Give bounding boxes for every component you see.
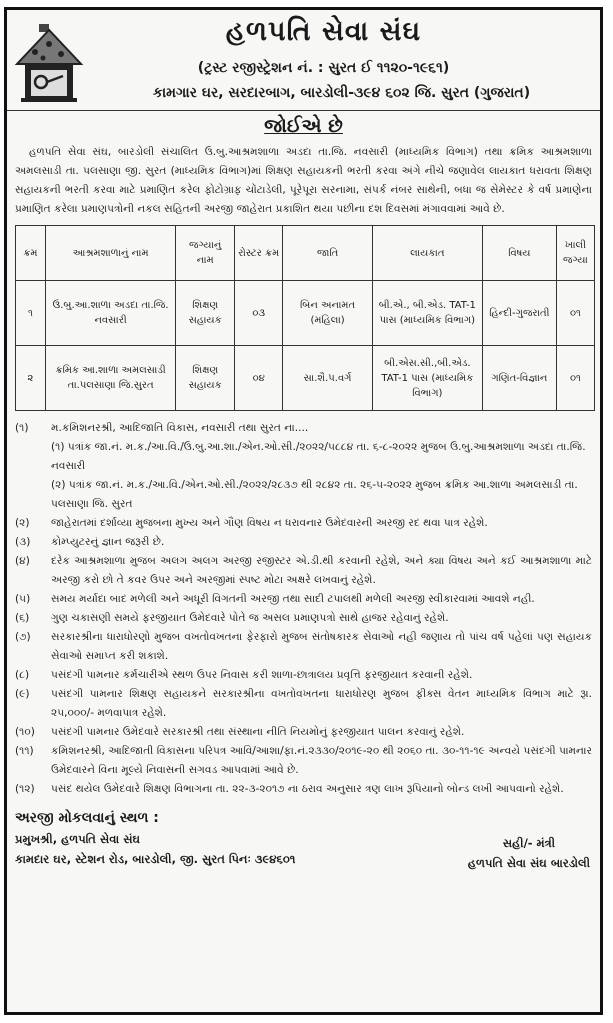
note-item: [15, 742, 592, 780]
note-number: (૩): [15, 536, 31, 548]
note-item: [15, 628, 592, 666]
intro-text: હળપતિ સેવા સંઘ, બારડોલી સંચાલિત ઉ.બુ.આશ્રમશાળા અડદા તા.જિ. નવસારી (માધ્યમિક વિભાગ) તથા ક્રમિક આશ્રમશાળા અમલસાડી તા. પલસાણા જી. સુરત (માધ્યમિક વિભાગ)માં શિક્ષણ સહાયકની ભરતી કરવા અંગે નીચે જણાવેલ લાયકાત ધરાવતા શિક્ષણ સહાયકની ભરતી કરવા માટે પ્રમાણિત કરેલ ફોટોગ્રાફ ચોંટાડેલી, પૂરેપૂરા સરનામા, સંપર્ક નંબર સાથેની, બધા જ સેમેસ્ટર કે વર્ષ પ્રમાણેના પ્રમાણિત કરેલા પ્રમાણપત્રોની નકલ સહિતની અરજી જાહેરાત પ્રકાશિત થયા પછીના દશ દિવસમાં મંગાવવામાં આવે છે.: [15, 146, 592, 215]
sub-note: (૧) પત્રાંક જા.નં. મ.ક./આ.વિ./ઉ.બુ.આ.શા./એન.ઓ.સી./૨૦૨૨/૫૮૮૪ તા. ૬-૮-૨૦૨૨ મુજબ ઉ.બુ.આશ્રમશાળા અડદા તા.જિ. નવસારી: [51, 441, 586, 472]
signature-line: સહી/- મંત્રી: [502, 836, 556, 850]
registration-number: (ટ્રસ્ટ રજીસ્ટ્રેશન નં. : સુરત ઈ ૧૧૨૦-૧૯૬૧): [197, 60, 450, 76]
note-item: [15, 666, 592, 685]
send-address-label: અરજી મોકલવાનું સ્થળ :: [15, 810, 159, 826]
note-number: (૭): [15, 631, 31, 643]
intro-paragraph: [7, 143, 600, 219]
cell-sr: ૨: [16, 346, 46, 411]
note-number: (૧૦): [15, 726, 35, 738]
note-number: (૧૧): [15, 745, 34, 757]
signature-org: હળપતિ સેવા સંઘ બારડોલી: [467, 856, 590, 870]
cell-vacancy: ૦૧: [556, 281, 594, 346]
signature-block: [468, 833, 590, 873]
note-text: ગુણ ચકાસણી સમયે ફરજીયાત ઉમેદવારે પોતે જ અસલ પ્રમાણપત્રો સાથે હાજર રહેવાનું રહેશે.: [51, 612, 449, 624]
note-number: (૮): [15, 669, 30, 681]
col-qualification: લાયકાત: [372, 226, 482, 281]
col-roster: રોસ્ટર ક્રમ: [235, 226, 283, 281]
cell-category: બિન અનામત (મહિલા): [283, 281, 372, 346]
note-text: કમિશનરશ્રી, આદિજાતી વિકાસના પરિપત્ર આવિ/આશા/ફા.નં.૨૩૩૦/૨૦૧૯-૨૦ થી ૨૦૬૦ તા. ૩૦-૧૧-૧૯ અન્વયે પસંદગી પામનાર ઉમેદવારને વિના મૂલ્યે નિવાસની સગવડ આપવામાં આવે છે.: [51, 745, 592, 776]
note-item: [15, 590, 592, 609]
col-category: જાતિ: [283, 226, 372, 281]
note-item: [15, 514, 592, 533]
cell-school: ઉ.બુ.આ.શાળા અડદા તા.જિ. નવસારી: [45, 281, 176, 346]
cell-post: શિક્ષણ સહાયક: [176, 281, 235, 346]
cell-subject: ગણિત-વિજ્ઞાન: [482, 346, 556, 411]
cell-roster: ૦૪: [235, 346, 283, 411]
note-number: (૪): [15, 555, 30, 567]
note-number: (૬): [15, 612, 30, 624]
table-header-row: [16, 226, 595, 281]
note-item: [15, 780, 592, 799]
table-row: [16, 346, 595, 411]
note-item: [15, 609, 592, 628]
cell-roster: ૦૩: [235, 281, 283, 346]
cell-post: શિક્ષણ સહાયક: [176, 346, 235, 411]
note-text: કોમ્પ્યુટરનું જ્ઞાન જરૂરી છે.: [51, 536, 165, 548]
note-text: જાહેરાતમાં દર્શાવ્યા મુજબના મુખ્ય અને ગૌણ વિષય ન ધરાવનાર ઉમેદવારની અરજી રદ થવા પાત્ર રહેશે.: [51, 517, 488, 529]
note-item: [15, 685, 592, 723]
col-sr: ક્રમ: [16, 226, 46, 281]
send-to-name: પ્રમુખશ્રી, હળપતિ સેવા સંઘ: [15, 832, 141, 846]
note-number: (૫): [15, 593, 31, 605]
note-text: પસંદ થયેલ ઉમેદવારે શિક્ષણ વિભાગના તા. ૨૨-૩-૨૦૧૭ ના ઠરાવ અનુસાર ત્રણ લાખ રૂપિયાનો બોન્ડ લખી આપવાનો રહેશે.: [51, 783, 564, 795]
cell-category: સા.શૈ.પ.વર્ગ: [283, 346, 372, 411]
cell-qualification: બી.એ., બી.એડ. TAT-1 પાસ (માધ્યમિક વિભાગ): [372, 281, 482, 346]
note-item: [15, 723, 592, 742]
note-text: પસંદગી પામનાર શિક્ષણ સહાયકને સરકારશ્રીના વખતોવખતના ધારાધોરણ મુજબ ફીક્સ વેતન માધ્યમિક વિભાગ માટે રૂા. ૨૫,૦૦૦/- મળવાપાત્ર રહેશે.: [51, 688, 592, 719]
send-to-address: કામદાર ઘર, સ્ટેશન રોડ, બારડોલી, જી. સુરત પિનઃ ૩૯૪૬૦૧: [15, 852, 296, 866]
table-row: [16, 281, 595, 346]
col-post: જગ્યાનું નામ: [176, 226, 235, 281]
note-number: (૧૨): [15, 783, 35, 795]
advertisement-frame: [4, 7, 603, 1015]
cell-sr: ૧: [16, 281, 46, 346]
cell-school: ક્રમિક આ.શાળા અમલસાડી તા.પલસાણા જિ.સુરત: [45, 346, 176, 411]
vacancy-table: [15, 225, 595, 411]
cell-qualification: બી.એસ.સી.,બી.એડ. TAT-1 પાસ (માધ્યમિક વિભાગ): [372, 346, 482, 411]
sub-note: (૨) પત્રાંક જા.નં. મ.ક./આ.વિ./એન.ઓ.સી./૨૦૨૨/૨૮૩૭ થી ૨૮૪૨ તા. ૨૬-૫-૨૦૨૨ મુજબ ક્રમિક આ.શાળા અમલસાડી તા. પલસાણા જિ. સુરત: [51, 479, 578, 510]
note-text: પસંદગી પામનાર ઉમેદવારે સરકારશ્રી તથા સંસ્થાના નીતિ નિયમોનું ફરજીયાત પાલન કરવાનું રહેશે.: [51, 726, 465, 738]
note-text: મ.કમિશનરશ્રી, આદિજાતિ વિકાસ, નવસારી તથા સુરત ના....: [51, 422, 309, 434]
note-number: (૨): [15, 517, 30, 529]
org-name: હળપતિ સેવા સંઘ: [225, 16, 422, 47]
col-vacancy: ખાલી જગ્યા: [556, 226, 594, 281]
col-subject: વિષય: [482, 226, 556, 281]
footer: [7, 799, 600, 897]
note-item: [15, 419, 592, 438]
note-number: (૧): [15, 422, 29, 434]
note-number: (૯): [15, 688, 30, 700]
col-school: આશ્રમશાળાનું નામ: [45, 226, 176, 281]
wanted-title: જોઈએ છે: [264, 115, 343, 137]
note-item: [15, 533, 592, 552]
cell-subject: હિન્દી-ગુજરાતી: [482, 281, 556, 346]
note-text: પસંદગી પામનાર કર્મચારીએ સ્થળ ઉપર નિવાસ કરી શાળા-છાત્રાલય પ્રવૃત્તિ ફરજીયાત કરવાની રહેશે.: [51, 669, 473, 681]
note-text: દરેક આશ્રમશાળા મુજબ અલગ અલગ અરજી રજીસ્ટર એ.ડી.થી કરવાની રહેશે, અને ક્યા વિષય અને કઈ આશ્રમશાળા માટે અરજી કરો છો તે કવર ઉપર અને અરજીમાં સ્પષ્ટ મોટા અક્ષરે લખવાનું રહેશે.: [51, 555, 592, 586]
note-item: [15, 552, 592, 590]
org-address: કામગાર ઘર, સરદારબાગ, બારડોલી-૩૯૪ ૬૦૨ જિ. સુરત (ગુજરાત): [152, 85, 531, 101]
note-text: સરકારશ્રીના ધારાધોરણો મુજબ વખતોવખતના ફેરફારો મુજબ સંતોષકારક સેવાઓ નહી જણાય તો પાંચ વર્ષ પહેલાં પણ સહાયક સેવાઓ સમાપ્ત કરી શકાશે.: [51, 631, 592, 662]
cell-vacancy: ૦૧: [556, 346, 594, 411]
note-text: સમય મર્યાદા બાદ મળેલી અને અધૂરી વિગતની અરજી તથા સાદી ટપાલથી મળેલી અરજી સ્વીકારવામાં આવશે નહી.: [51, 593, 535, 605]
terms-list: [7, 411, 600, 799]
header: [7, 10, 600, 111]
